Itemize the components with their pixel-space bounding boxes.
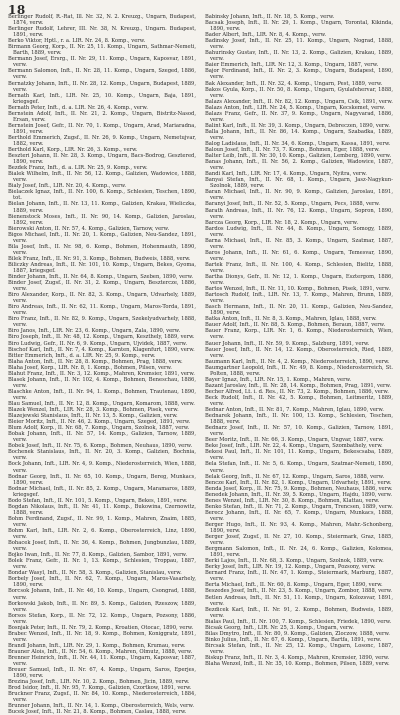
list-entry: Badinsky Josef, Inft., II. Nr. 25, 11. Komp., Ungarn, Nograd, 1888, verw.	[205, 38, 393, 51]
list-entry: Babinsky Johann, Inft., II. Nr. 18, 5. Komp., verw.	[205, 14, 335, 20]
list-entry: Beke Josef, Inft., LIR. Nr. 22, 4. Komp., Ungarn, Szombathely, verw.	[205, 443, 383, 450]
list-entry: Bialy Josef, Inft., LIR. Nr. 20, 4. Komp., verw.	[8, 183, 127, 190]
list-entry: Bak Alexander, Inft., II. Nr. 32, 4. Komp., Ungarn, Pest, 1889, verw.	[205, 80, 383, 87]
right-column	[205, 14, 393, 668]
list-entry: Bernstein Josef, Gefr., II. Nr. 70, 1. Komp., Ungarn, Arad, Mariaradna, 1891, verw.	[8, 122, 196, 135]
list-entry: Blazejewski Stanislaus, Inft., II. Nr. 13, 5. Komp., Galizien, verw.	[8, 413, 178, 420]
list-entry: Bischof Karl, Inft., II. Nr. 7, 4. Komp., Karnten, Klagenfurt, 1890, verw.	[8, 346, 195, 353]
list-entry: Blau Samuel, Inft., II. Nr. 12, 8. Komp., Ungarn, Komarom, 1888, verw.	[8, 401, 195, 407]
list-entry: Bauer Franz, Korp., LIR. Nr. 1, 6. Komp., Niederosterreich, Wien, verw.	[205, 328, 393, 341]
list-entry: Berky Josef, Inft., LIR. Nr. 19, 12. Komp., Ungarn, Pozsony, verw.	[205, 564, 376, 571]
list-entry: Bahurinsky Gustav, Inft., II. Nr. 13, 2. Komp., Galizien, Krakau, 1889, verw.	[205, 50, 393, 63]
list-entry: Bilas Dmytro, Inft., II. Nr. 80, 9. Komp., Galizien, Zloczow, 1888, verw.	[205, 630, 390, 637]
list-entry: Bruckner Franz, Zugsf., II. Nr. 84, 10. Komp., Niederosterreich, 1884, verw.	[8, 691, 196, 704]
list-entry: Biro Andreas, Inft., II. Nr. 62, 11. Komp., Ungarn, Maros-Torda, 1891, verw.	[8, 304, 196, 317]
list-entry: Berko Viktor, Hptl., r. a. LIR. Nr. 24, 8. Komp., verw.	[8, 38, 146, 45]
page-number: 18	[8, 3, 26, 17]
list-entry: Bondar Wasyl, Inft., II. Nr. 58, 3. Komp., Galizien, Stanislau, verw.	[8, 570, 182, 577]
list-entry: Bela Stefan, Inft., II. Nr. 5, 6. Komp., Ungarn, Szatmar-Nemeti, 1890, verw.	[205, 461, 393, 474]
list-entry: Beszteri Johann, II. Nr. 28, 3. Komp., Ungarn, Bacs-Bodrog, Gesztered, 1890, verw.	[8, 153, 196, 166]
list-entry: Baran Michael, Inft., II. Nr. 90, 9. Komp., Galizien, Jaroslau, 1891, verw.	[205, 189, 393, 202]
list-entry: Bilek Franz, Inft., II. Nr. 91, 3. Komp., Bohmen, Budweis, 1888, verw.	[8, 255, 191, 262]
list-entry: Bucek Josef, Inft., II. Nr. 21, 8. Komp., Bohmen, Caslau, 1888, verw.	[8, 709, 187, 715]
list-entry: Berger Josef, Zugsf., II. Nr. 27, 10. Komp., Steiermark, Graz, 1885, verw.	[205, 534, 393, 547]
list-entry: Barna Michael, Inft., II. Nr. 85, 3. Komp., Ungarn, Szatmar, 1887, verw.	[205, 237, 393, 250]
list-entry: Bacsak Joseph, Inft., II. Nr. 29, 1. Komp., Ungarn, Torontal, Kikinda, 1890, verw.	[205, 20, 393, 33]
list-entry: Bernath Peter, Inft., d. a. LIR. Nr. 26, 4. Komp., verw.	[8, 104, 148, 111]
list-entry: Blum Adolf, Korp., II. Nr. 68, 7. Komp., Ungarn, Szolnok, 1887, verw.	[8, 425, 190, 432]
list-entry: Bayer Ignaz, Inft., LIR. Nr. 15, 1. Komp., Mahren, verw.	[205, 376, 352, 383]
list-entry: Bauer Adolf, Inft., II. Nr. 88, 5. Komp., Bohmen, Beraun, 1887, verw.	[205, 322, 386, 329]
list-entry: Balint Karl, Inft., II. Nr. 39, 3. Komp., Ungarn, Debreczen, 1890, verw.	[205, 122, 390, 129]
list-entry: Bolek Franz, Gefr., II. Nr. 1, 13. Komp., Schlesien, Troppau, 1887, verw.	[8, 558, 196, 571]
list-entry: Belak Georg, Inft., II. Nr. 67, 12. Komp., Ungarn, Saros, 1888, verw.	[205, 473, 385, 480]
list-entry: Banas Johann, Inft., II. Nr. 56, 2. Komp., Galizien, Wadowice, 1887, verw.	[205, 159, 393, 172]
list-entry: Beszedes Josef, Inft., II. Nr. 23, 5. Komp., Ungarn, Zombor, 1888, verw.	[205, 588, 393, 595]
list-entry: Batka Anton, Inft., II. Nr. 8, 3. Komp., Mahren, Iglau, 1888, verw.	[205, 316, 377, 323]
list-entry: Blaha Josef, Korp., LIR. Nr. 8, 1. Komp., Bohmen, Pilsen, verw.	[8, 364, 172, 371]
list-entry: Becher Alfred, Lt. i. d. Res., II. Nr. 73, 2. Komp., Bohmen, 1886, verw.	[205, 388, 389, 395]
list-entry: Bodnar Michael, Inft., II. Nr. 85, 2. Komp., Ungarn, Maramaros, 1889, kriegsgef.	[8, 485, 196, 498]
list-entry: Borcsok Johann, Inft., II. Nr. 46, 10. Komp., Ungarn, Csongrad, 1888, verw.	[8, 588, 196, 601]
list-entry: Bezdek Franz, Inft., d. a. LIR. Nr. 25, 9. Komp., verw.	[8, 165, 148, 172]
list-entry: Bogdan Nikolaus, Inft., II. Nr. 41, 11. Komp., Bukowina, Czernowitz, 1888, verw.	[8, 503, 196, 516]
list-entry: Borkowski Jakob, Inft., II. Nr. 89, 5. Komp., Galizien, Rzeszow, 1889, verw.	[8, 600, 196, 613]
list-entry: Breuer Samuel, Inft., II. Nr. 67, 4. Komp., Ungarn, Saros, Eperjes, 1890, verw.	[8, 667, 196, 680]
list-entry: Bauer Johann, Inft., II. Nr. 59, 9. Komp., Salzburg, 1891, verw.	[205, 340, 370, 347]
list-entry: Biro Alexander, Korp., II. Nr. 82, 3. Komp., Ungarn, Udvarhely, 1889, verw.	[8, 292, 196, 305]
list-entry: Balazs Franz, Gefr., II. Nr. 37, 9. Komp., Ungarn, Nagyvarad, 1886, verw.	[205, 110, 393, 123]
list-entry: Biliczky Andreas, Inft., II. Nr. 101, 10. Komp., Ungarn, Bekes, Gyoma, 1887, kriegsgef.	[8, 261, 196, 274]
list-entry: Bednarz Josef, Inft., II. Nr. 57, 10. Komp., Galizien, Tarnow, 1891, verw.	[205, 425, 393, 438]
list-entry: Bodo Stefan, Inft., II. Nr. 101, 5. Komp., Ungarn, Bekes, 1891, verw.	[8, 497, 188, 504]
list-entry: Bochenek Stanislaus, Inft., II. Nr. 20, 3. Komp., Galizien, Bochnia, verw.	[8, 449, 196, 462]
list-entry: Balter Leib, Inft., II. Nr. 30, 10. Komp., Galizien, Lemberg, 1890, verw.	[205, 153, 391, 160]
list-entry: Brod Isidor, Inft., II. Nr. 95, 7. Komp., Galizien, Czortkow, 1891, verw.	[8, 685, 192, 692]
list-entry: Bartek Franz, Inft., II. Nr. 100, 4. Komp., Schlesien, Bielitz, 1888, verw.	[205, 261, 393, 274]
list-entry: Bohacek Josef, Inft., II. Nr. 36, 4. Komp., Bohmen, Jungbunzlau, 1889, verw.	[8, 540, 196, 553]
list-entry: Berta Michael, Inft., II. Nr. 60, 8. Komp., Ungarn, Eger, 1890, verw.	[205, 582, 383, 589]
list-entry: Balog Ladislaus, Inft., II. Nr. 34, 6. Komp., Ungarn, Kassa, 1891, verw.	[205, 140, 391, 147]
list-entry: Bernstein Adolf, Inft., II. Nr. 21, 2. Komp., Ungarn, Bistritz-Nasod, Ersan, verw.	[8, 110, 196, 123]
list-entry: Bartosch Rudolf, Inft., LIR. Nr. 13, 7. Komp., Mahren, Brunn, 1889, verw.	[205, 292, 393, 305]
list-entry: Brezina Josef, Inft., LIR. Nr. 10, 2. Komp., Bohmen, Jicin, 1889, verw.	[8, 679, 190, 686]
list-entry: Balazs Alexander, Inft., II. Nr. 82, 12. Komp., Ungarn, Csik, 1891, verw.	[205, 98, 393, 105]
list-entry: Baumann Karl, Inft., II. Nr. 4, 2. Komp., Niederosterreich, 1890, verw.	[205, 358, 390, 365]
list-entry: Bader Albert, Inft., LIR. Nr. 8, 4. Komp., verw.	[205, 32, 327, 39]
list-entry: Binder Josef, Zugsf., II. Nr. 31, 2. Komp., Ungarn, Besztercze, 1886, verw.	[8, 280, 196, 293]
list-entry: Brunner Johann, Inft., II. Nr. 14, 1. Komp., Oberosterreich, Wels, verw.	[8, 703, 195, 710]
list-entry: Blaschke Anton, Inft., II. Nr. 94, 1. Komp., Bohmen, Trautenau, 1890, verw.	[8, 388, 196, 401]
list-entry: Bojko Iwan, Inft., II. Nr. 77, 8. Komp., Galizien, Sambor, 1891, verw.	[8, 552, 188, 559]
list-entry: Binder Johann, Inft., II. Nr. 64, 8. Komp., Ungarn, Szeben, 1890, verw.	[8, 274, 194, 281]
list-entry: Berki Lajos, Inft., II. Nr. 68, 3. Komp., Ungarn, Szolnok, 1889, verw.	[205, 558, 384, 565]
list-entry: Bauer Josef, Inft., II. Nr. 14, 12. Komp., Oberosterreich, Ried, 1889, verw.	[205, 346, 393, 359]
list-entry: Blaha Wenzel, Inft., II. Nr. 35, 10. Komp., Bohmen, Pilsen, 1889, verw.	[205, 661, 390, 668]
list-entry: Brenner Heinrich, Inft., II. Nr. 44, 11. Komp., Ungarn, Kaposvar, 1887, verw.	[8, 654, 196, 668]
list-entry: Bartha Dionys, Gefr., II. Nr. 12, 1. Komp., Ungarn, Esztergom, 1886, verw.	[205, 274, 393, 287]
list-entry: Baros Johann, Inft., II. Nr. 61, 6. Komp., Ungarn, Temesvar, 1890, verw.	[205, 249, 393, 262]
list-entry: Blasek Johann, Inft., II. Nr. 102, 4. Komp., Bohmen, Beneschau, 1886, verw.	[8, 376, 196, 389]
list-entry: Brauner Alois, Inft., II. Nr. 54, 6. Komp., Mahren, Olmutz, 1888, verw.	[8, 648, 193, 655]
list-entry: Bohm Ferdinand, Zugsf., II. Nr. 99, 1. Komp., Mahren, Znaim, 1885, verw.	[8, 515, 196, 528]
list-entry: Benedek Johann, Inft., II. Nr. 39, 5. Komp., Ungarn, Hajdu, 1890, verw.	[205, 491, 393, 498]
list-entry: Berthold Karl, Korp., LIR. Nr. 26, 3. Komp., verw.	[8, 147, 138, 154]
list-entry: Brabec Wenzel, Inft., II. Nr. 18, 9. Komp., Bohmen, Koniggratz, 1891, verw.	[8, 630, 196, 643]
list-entry: Borsos Stefan, Korp., II. Nr. 72, 12. Komp., Ungarn, Pozsony, 1886, verw.	[8, 612, 196, 625]
list-entry: Bosnjak Peter, Inft., II. Nr. 79, 2. Komp., Kroatien, Otocac, 1890, verw.	[8, 624, 194, 631]
list-entry: Banyai Stefan, Inft., II. Nr. 68, 1. Komp., Ungarn, Jasz-Nagykun-Szolnok, 1889, verw.	[205, 177, 393, 190]
left-column	[8, 14, 196, 715]
list-entry: Biro Joseph, Inft., II. Nr. 48, 12. Komp., Ungarn, Keszthely, 1889, verw.	[8, 334, 195, 341]
list-entry: Baloun Josef, Inft., II. Nr. 73, 7. Komp., Bohmen, Eger, 1888, verw.	[205, 147, 380, 154]
list-entry: Berthold Emmerich, Zugsf., II. Nr. 26, 9. Komp., Ungarn, Nemetujvar, 1882, verw.	[8, 134, 196, 147]
list-entry: Balla Johann, Inft., II. Nr. 86, 14. Komp., Ungarn, Szabadka, 1889, verw.	[205, 128, 393, 141]
list-entry: Bielan Johann, Inft., II. Nr. 13, 11. Komp., Galizien, Krakau, Wieliczka, 1889, verw.	[8, 201, 196, 214]
list-entry: Bencze Karl, Inft., II. Nr. 82, 1. Komp., Ungarn, Udvarhely, 1891, verw.	[205, 479, 392, 486]
list-entry: Bodnar Georg, Inft., II. Nr. 65, 10. Komp., Ungarn, Bereg, Munkacs, 1890, verw.	[8, 473, 196, 486]
list-entry: Barcza Georg, Korp., LIR. Nr. 18, 2. Komp., Ungarn, verw.	[205, 219, 358, 226]
list-entry: Bezdicek Karl, Inft., II. Nr. 91, 2. Komp., Bohmen, Budweis, 1889, verw.	[205, 606, 393, 619]
list-entry: Bialas Paul, Inft., II. Nr. 100, 7. Komp., Schlesien, Friedek, 1890, verw.	[205, 618, 392, 625]
list-entry: Biro Ludwig, Gefr., II. Nr. 6, 9. Komp., Ungarn, Ujvidek, 1887, verw.	[8, 340, 188, 347]
list-entry: Balazs Anton, Inft., LIR. Nr. 24, 5. Komp., Ungarn, Kecskemet, verw.	[205, 104, 386, 111]
list-entry: Bednar Anton, Inft., II. Nr. 81, 7. Komp., Mahren, Iglau, 1890, verw.	[205, 407, 384, 414]
list-entry: Birmann Georg, Korp., II. Nr. 25, 11. Komp., Ungarn, Sathmar-Nemeti, Barth, 1889, verw.	[8, 44, 196, 57]
list-entry: Binko Julius, Inft., II. Nr. 67, 6. Komp., Ungarn, Bartfa, 1891, verw.	[205, 636, 382, 643]
list-entry: Bermann Salomon, Inft., II. Nr. 28, 11. Komp., Ungarn, Szeged, 1886, verw.	[8, 68, 196, 81]
list-entry: Blazek Wenzel, Inft., LIR. Nr. 28, 3. Komp., Bohmen, Pisek, verw.	[8, 407, 179, 414]
list-entry: Bajor Ferdinand, Inft., II. Nr. 2, 3. Komp., Ungarn, Budapest, 1890, verw.	[205, 68, 393, 81]
list-entry: Bienenstock Moses, Inft., II. Nr. 90, 14. Komp., Galizien, Jaroslau, 1892, verw.	[8, 213, 196, 226]
list-entry: Bock Johann, Inft., LIR. Nr. 4, 9. Komp., Niederosterreich, Wien, 1888, verw.	[8, 461, 196, 474]
list-entry: Bandi Karl, Inft., LIR. Nr. 17, 4. Komp., Ungarn, Nyitra, verw.	[205, 171, 367, 178]
list-entry: Basch Hermann, Inft., II. Nr. 20, 11. Komp., Galizien, Neu-Sandez, 1890, verw.	[205, 304, 393, 317]
list-entry: Biskup Franz, Inft., II. Nr. 3, 4. Komp., Mahren, Kremsier, 1890, verw.	[205, 654, 390, 661]
list-entry: Berger Hugo, Inft., II. Nr. 93, 4. Komp., Mahren, Mahr.-Schonberg, 1890, verw.	[205, 521, 393, 534]
list-entry: Bekesi Paul, Inft., II. Nr. 101, 11. Komp., Ungarn, Bekescsaba, 1889, verw.	[205, 449, 393, 462]
list-entry: Biro Franz, Inft., II. Nr. 82, 9. Komp., Ungarn, Szekelyudvarhely, 1888, verw.	[8, 316, 196, 329]
list-entry: Bleier Moritz, Inft., II. Nr. 46, 2. Komp., Ungarn, Szeged, 1891, verw.	[8, 419, 191, 426]
list-entry: Baranyi Josef, Inft., II. Nr. 52, 5. Komp., Ungarn, Pecs, 1888, verw.	[205, 201, 380, 208]
list-entry: Biro Janos, Inft., LIR. Nr. 23, 6. Komp., Ungarn, Zala, 1890, verw.	[8, 328, 181, 335]
list-entry: Berlinger Rudolf, Lehrer, III. Nr. 38, N. Kreuzg., Ungarn. Budapest, 1891, verw.	[8, 26, 196, 39]
list-entry: Berecz Johann, Inft., II. Nr. 65, 7. Komp., Ungarn, Munkacs, 1888, verw.	[205, 509, 393, 522]
list-entry: Bakos Gyula, Korp., II. Nr. 50, 8. Komp., Ungarn, Gyulafehervar, 1888, verw.	[205, 86, 393, 99]
list-entry: Bohm Karl, Inft., LIR. Nr. 2, 6. Komp., Oberosterreich, Linz, 1890, verw.	[8, 527, 196, 541]
list-entry: Bernard Franz, Inft., II. Nr. 47, 1. Komp., Steiermark, Marburg, 1887, verw.	[205, 570, 393, 583]
list-entry: Bernath Karl, Inft., LIR. Nr. 25, 10. Komp., Ungarn, Baja, 1891, kriegsgef.	[8, 92, 196, 105]
list-entry: Bila Josef, Inft., II. Nr. 98, 6. Komp., Bohmen, Hohenmauth, 1890, verw.	[8, 243, 196, 256]
list-entry: Benes Wenzel, Inft., LIR. Nr. 30, 8. Komp., Bohmen, Klattau, verw.	[205, 497, 380, 504]
list-entry: Bitter Emmerich, Inft., d. a. LIR. Nr. 25, 9. Komp., verw.	[8, 352, 156, 359]
list-entry: Barath Andreas, Inft., II. Nr. 76, 12. Komp., Ungarn, Sopron, 1890, verw.	[205, 207, 393, 220]
list-entry: Bialek Wilhelm, Inft., II. Nr. 56, 12. Komp., Galizien, Wadowice, 1888, verw.	[8, 171, 196, 184]
list-entry: Blaha Anton, Inft., II. Nr. 28, 8. Komp., Bohmen, Prag, 1888, verw.	[8, 358, 183, 365]
list-entry: Blahut Franz, Inft., II. Nr. 3, 12. Komp., Mahren, Kremsier, 1891, verw.	[8, 370, 195, 377]
list-entry: Bermann Josef, Ersrg., II. Nr. 29, 11. Komp., Ungarn, Kaposvar, 1891, verw.	[8, 56, 196, 69]
list-entry: Bartos Wenzel, Inft., II. Nr. 11, 10. Komp., Bohmen, Pisek, 1891, verw.	[205, 286, 390, 293]
list-entry: Bicsak Georg, Inft., LIR. Nr. 25, 3. Komp., Ungarn, verw.	[205, 624, 354, 631]
list-entry: Benda Josef, Korp., II. Nr. 75, 9. Komp., Bohmen, Neuhaus, 1886, verw.	[205, 485, 393, 492]
list-entry: Betlen Andreas, Inft., II. Nr. 51, 11. Komp., Ungarn, Kolozsvar, 1891, verw.	[205, 594, 393, 607]
list-entry: Benko Stefan, Inft., II. Nr. 71, 2. Komp., Ungarn, Trencsen, 1889, verw.	[205, 503, 393, 510]
list-entry: Bielaczek Ignaz, Inft., II. Nr. 100, 6. Komp., Schlesien, Teschen, 1890, tot.	[8, 189, 196, 202]
list-entry: Bergmann Salomon, Inft., II. Nr. 24, 6. Komp., Galizien, Kolomea, 1891, verw.	[205, 546, 393, 559]
list-entry: Bobak Johann, Inft., II. Nr. 57, 14. Komp., Galizien, Tarnow, 1889, verw.	[8, 431, 196, 444]
list-entry: Berlinger Rudolf, R.-Rat, Ill. Nr. 32, N. 2. Kreuzg., Ungarn, Budapest, 1874, verw.	[8, 14, 196, 27]
list-entry: Bircsak Stefan, Inft., II. Nr. 25, 12. Komp., Ungarn, Losonc, 1887, verw.	[205, 642, 393, 655]
list-entry: Bobek Josef, Inft., II. Nr. 75, 6. Komp., Bohmen, Neuhaus, 1890, verw.	[8, 443, 193, 450]
list-entry: Bazant Jaroslav, Inft., II. Nr. 28, 14. Komp., Bohmen, Prag, 1891, verw.	[205, 382, 391, 389]
list-entry: Baumgartner Leopold, Inft., II. Nr. 49, 8. Komp., Niederosterreich, St. Polten, 1888, verw.	[205, 364, 393, 377]
list-entry: Bigos Michael, Inft., II. Nr. 20, 1. Komp., Galizien, Neu-Sandez, 1891, verw.	[8, 231, 196, 244]
list-entry: Beer Moritz, Inft., II. Nr. 66, 3. Komp., Ungarn, Ungvar, 1887, verw.	[205, 437, 384, 444]
list-entry: Bednarek Johann, Inft., II. Nr. 100, 13. Komp., Schlesien, Teschen, 1888, verw.	[205, 413, 393, 426]
list-entry: Bardos Ludwig, Inft., II. Nr. 44, 8. Komp., Ungarn, Somogy, 1889, verw.	[205, 225, 393, 238]
list-entry: Baier Emmerich, Inft., LIR. Nr. 12, 3. Komp., Ungarn, 1887, verw.	[205, 62, 379, 69]
list-entry: Beck Rudolf, Inft., II. Nr. 42, 5. Komp., Bohmen, Leitmeritz, 1889, verw.	[205, 394, 393, 407]
list-entry: Brandl Johann, Inft., LIR. Nr. 29, 1. Komp., Bohmen, Krumau, verw.	[8, 642, 186, 649]
list-entry: Borbely Josef, Inft., II. Nr. 62, 7. Komp., Ungarn, Maros-Vasarhely, 1890, verw.	[8, 576, 196, 589]
list-entry: Bernatzky Johann, Inft., II. Nr. 28, 12. Komp., Ungarn, Budapest, 1889, verw.	[8, 80, 196, 93]
list-entry: Bierowski Anton, II. Nr. 57, 4. Komp., Galizien, Tarnow, verw.	[8, 225, 170, 232]
